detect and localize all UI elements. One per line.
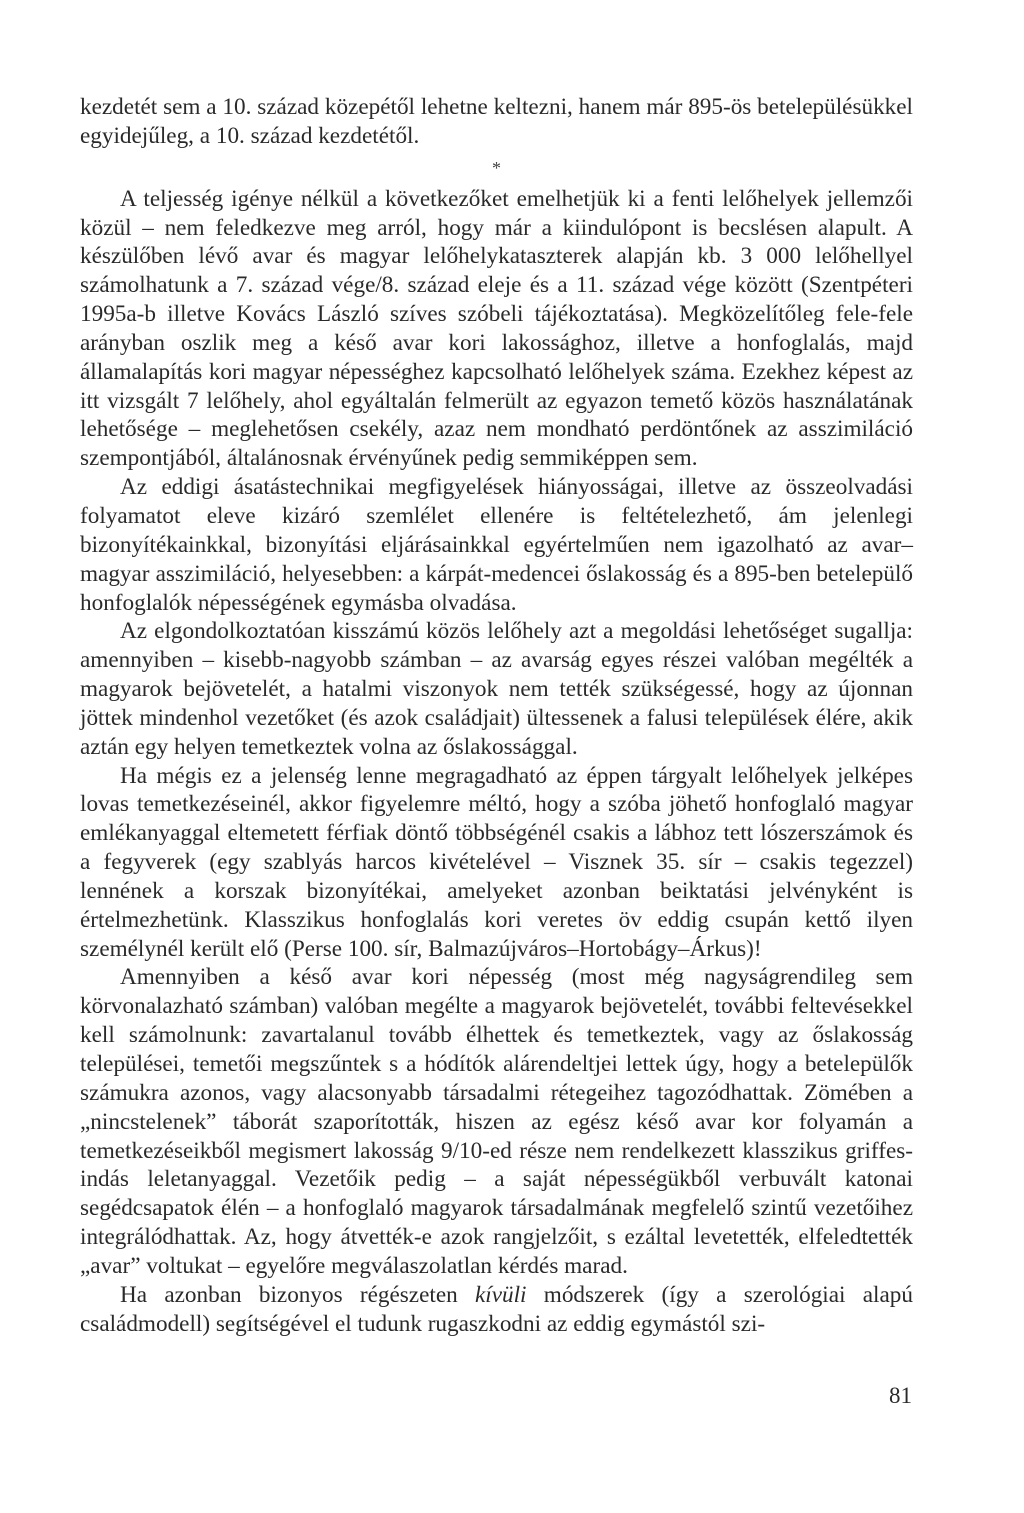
paragraph-2: Az eddigi ásatástechnikai megfigyelések hiányosságai, illetve az összeolvadási folyamatot eleve kizáró szemlélet ellenére is feltételezhető, ám jelenlegi bizonyítékainkkal, bizonyítási eljárásainkkal egyértelműen nem igazolható az avar–magyar asszimiláció, helyesebben: a kárpát-medencei őslakosság és a 895-ben betelepülő honfoglalók népességének egymásba olvadása. <box>80 474 913 616</box>
paragraph-4: Ha mégis ez a jelenség lenne megragadható az éppen tárgyalt lelőhelyek jelképes lovas temetkezéseinél, akkor figyelemre méltó, hogy a szóba jöhető honfoglaló magyar emlékanyaggal eltemetett férfiak döntő többségénél csakis a lábhoz tett lószerszámok és a fegyverek (egy szablyás harcos kivételével – Visznek 35. sír – csakis tegezzel) lennének a korszak bizonyítékai, amelyeket azonban beiktatási jelvényként is értelmezhetünk. Klasszikus honfoglalás kori veretes öv eddig csupán kettő ilyen személynél került elő (Perse 100. sír, Balmazújváros–Hortobágy–Árkus)! <box>80 762 913 962</box>
paragraph-last <box>80 1281 913 1339</box>
paragraph-3: Az elgondolkoztatóan kisszámú közös lelőhely azt a megoldási lehetőséget sugallja: amennyiben – kisebb-nagyobb számban – az avarság egyes részei valóban megélték a magyarok bejövetelét, a hatalmi viszonyok nem tették szükségessé, hogy az újonnan jöttek mindenhol vezetőket (és azok családjait) ültessenek a falusi települések élére, akik aztán egy helyen temetkeztek volna az őslakossággal. <box>80 618 913 760</box>
page-number: 81 <box>889 1383 912 1408</box>
paragraph-opening: kezdetét sem a 10. század közepétől lehetne keltezni, hanem már 895-ös betelepülésükkel egyidejűleg, a 10. század kezdetétől. <box>80 94 913 149</box>
paragraph-last-part-1: Ha azonban bizonyos régészeten <box>120 1281 475 1308</box>
paragraph-last-part-2: módszerek (így a szerológiai alapú családmodell) segítségével el tudunk rugaszkodni az eddig egymástól szi- <box>80 1281 913 1337</box>
italic-term: kívüli <box>475 1281 527 1308</box>
paragraph-5: Amennyiben a késő avar kori népesség (most még nagyságrendileg sem körvonalazható számban) valóban megélte a magyarok bejövetelét, további feltevésekkel kell számolnunk: zavartalanul tovább élhettek és temetkeztek, vagy az őslakosság települései, temetői megszűntek s a hódítók alárendeltjei lettek úgy, hogy a betelepülők számukra azonos, vagy alacsonyabb társadalmi rétegeihez tagozódhattak. Zömében a „nincstelenek” táborát szaporították, hiszen az egész késő avar kor folyamán a temetkezéseikből megismert lakosság 9/10-ed része nem rendelkezett klasszikus griffes-indás leletanyaggal. Vezetőik pedig – a saját népességükből verbuvált katonai segédcsapatok élén – a honfoglaló magyarok társadalmának megfelelő szintű vezetőihez integrálódhattak. Az, hogy átvették-e azok rangjelzőit, s ezáltal levetették, elfeledtették „avar” voltukat – egyelőre megválaszolatlan kérdés marad. <box>80 964 913 1279</box>
section-separator-asterisk: * <box>492 157 501 178</box>
body-text <box>80 93 913 1338</box>
paragraph-1: A teljesség igénye nélkül a következőket emelhetjük ki a fenti lelőhelyek jellemzői közül – nem feledkezve meg arról, hogy már a kiindulópont is becslésen alapult. A készülőben lévő avar és magyar lelőhelykataszterek alapján kb. 3 000 lelőhellyel számolhatunk a 7. század vége/8. század eleje és a 11. század vége között (Szentpéteri 1995a-b illetve Kovács László szíves szóbeli tájékoztatása). Megközelítőleg fele-fele arányban oszlik meg a késő avar kori lakossághoz, illetve a honfoglalás, majd államalapítás kori magyar népességhez kapcsolható lelőhelyek száma. Ezekhez képest az itt vizsgált 7 lelőhely, ahol egyáltalán felmerült az egyazon temető közös használatának lehetősége – meglehetősen csekély, azaz nem mondható perdöntőnek az asszimiláció szempontjából, általánosnak érvényűnek pedig semmiképpen sem. <box>80 185 913 472</box>
